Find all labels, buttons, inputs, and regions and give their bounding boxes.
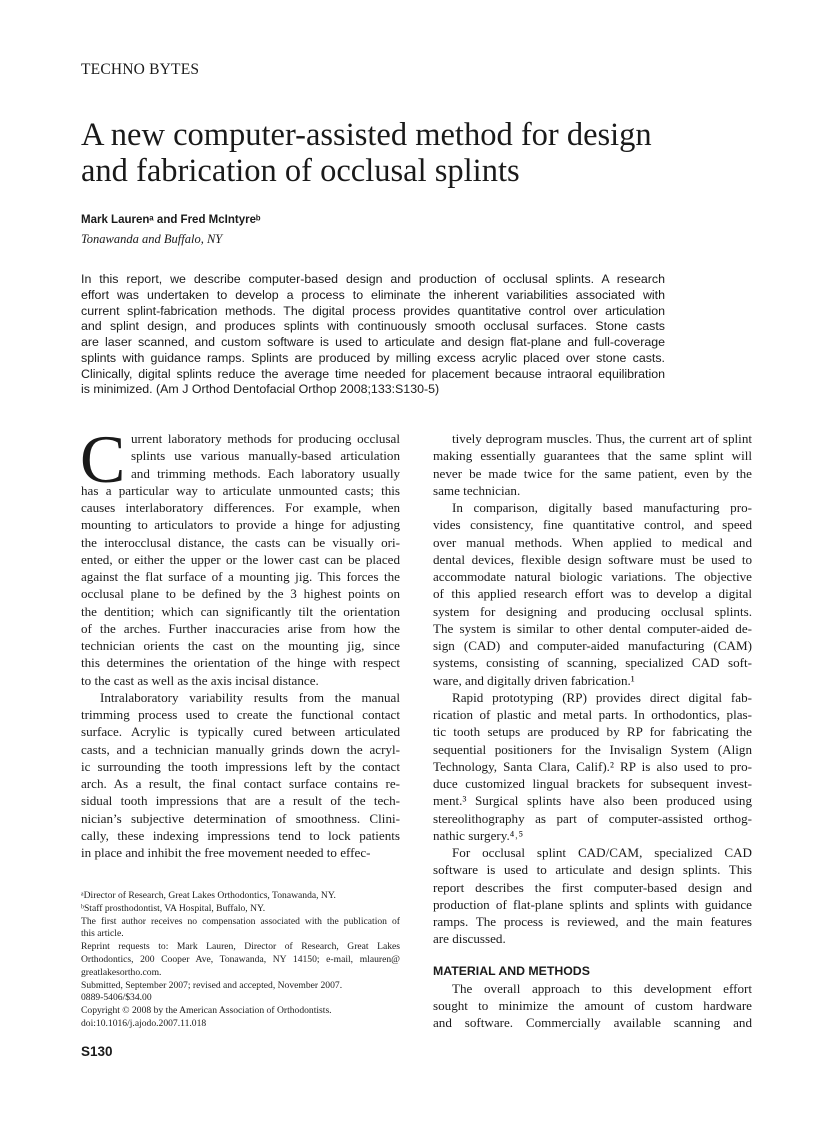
paragraph-line: and software. Commercially available scanning and [433, 1015, 752, 1031]
section-heading: MATERIAL AND METHODS [433, 963, 590, 978]
paragraph-line: The system is similar to other dental computer-aided de- [433, 620, 752, 636]
paragraph-line: report describes the first computer-based design and [433, 879, 752, 895]
right-column [433, 430, 752, 1032]
paragraph-line: sidual tooth impressions that are a result of the tech- [81, 793, 400, 809]
paragraph-line: this determines the orientation of the hinge with respect [81, 655, 400, 671]
footnotes [81, 890, 400, 1031]
paragraph-line: of the arches. Further inaccuracies arise from how the [81, 620, 400, 636]
paragraph-line: Technology, Santa Clara, Calif).² RP is also used to pro- [433, 758, 752, 774]
abstract-line: is minimized. (Am J Orthod Dentofacial Orthop 2008;133:S130-5) [81, 382, 440, 397]
paragraph-line: mounting to articulators to provide a hinge for adjusting [81, 517, 400, 533]
paragraph-line: trimming process used to create the functional contact [81, 707, 400, 722]
paragraph-line: rication of plastic and metal parts. In orthodontics, plas- [433, 707, 752, 722]
paragraph-line: tively deprogram muscles. Thus, the current art of splint [452, 431, 752, 446]
authors: Mark Laurenᵃ and Fred McIntyreᵇ [81, 214, 261, 226]
left-column [81, 430, 400, 861]
footnote-line: this article. [81, 928, 124, 940]
section-label: TECHNO BYTES [81, 61, 200, 78]
paragraph-line: stereolithography as part of computer-assisted orthog- [433, 810, 752, 826]
paragraph-line: technician orients the cast on the mounting jig, since [81, 638, 400, 653]
paragraph-line: dental devices, flexible design software must be used to [433, 551, 752, 567]
paragraph-line: vides consistency, fine quantitative control, and speed [433, 517, 752, 533]
title-line: A new computer-assisted method for design [81, 117, 652, 153]
paragraph-line: Rapid prototyping (RP) provides direct digital fab- [452, 689, 752, 705]
paragraph-line: nician’s subjective determination of smoothness. Clini- [81, 810, 400, 826]
paragraph-line: accommodate natural biologic variations. The objective [433, 569, 752, 584]
paragraph-line: urrent laboratory methods for producing occlusal [131, 431, 400, 446]
title-line: and fabrication of occlusal splints [81, 153, 520, 189]
abstract-line: Clinically, digital splints reduce the average time needed for placement because intraoral equilibration [81, 366, 665, 381]
paragraph-line: splints use various manually-based articulation [131, 448, 400, 464]
paragraph-line: casts, and a technician manually grinds down the acryl- [81, 741, 400, 757]
abstract-line: effort was undertaken to develop a process to eliminate the inherent variabilities associated with [81, 287, 665, 302]
paragraph-line: and trimming methods. Each laboratory usually [131, 465, 400, 481]
paragraph-line: occlusal plane to be defined by the 3 highest points on [81, 586, 400, 602]
paragraph-line: arch. As a result, the final contact surface contains re- [81, 776, 400, 791]
abstract-line: current splint-fabrication methods. The digital process provides quantitative control over articulation [81, 303, 665, 318]
paragraph-line: in place and inhibit the free movement needed to effec- [81, 845, 371, 860]
page-number: S130 [81, 1044, 113, 1059]
paragraph-line: ic surrounding the tooth impressions left by the contact [81, 758, 400, 774]
paragraph-line: over manual methods. When applied to medical and [433, 534, 752, 550]
footnote-line: greatlakesortho.com. [81, 966, 162, 978]
paragraph-line: tic tooth setups are produced by RP for fabricating the [433, 724, 752, 740]
footnote-line: The first author receives no compensation associated with the publication of [81, 915, 400, 927]
paragraph-line: the dentition; which can significantly tilt the orientation [81, 603, 400, 619]
paragraph-line: Intralaboratory variability results from the manual [100, 689, 400, 705]
footnote-line: Reprint requests to: Mark Lauren, Director of Research, Great Lakes [81, 941, 400, 953]
paragraph-line: sought to minimize the amount of custom hardware [433, 998, 752, 1013]
abstract-line: are laser scanned, and custom software is used to articulate and design flat-plane and full-coverage [81, 335, 665, 349]
paragraph-line: systems, consisting of scanning, specialized CAD soft- [433, 655, 752, 671]
paragraph-line: of this applied research effort was to develop a digital [433, 586, 752, 602]
paragraph-line: sign (CAD) and computer-aided manufacturing (CAM) [433, 638, 752, 653]
abstract-line: splints with guidance ramps. Splints are produced by milling excess acrylic placed over stone casts. [81, 350, 665, 365]
paragraph-line: For occlusal splint CAD/CAM, specialized CAD [452, 845, 752, 860]
footnote-line: doi:10.1016/j.ajodo.2007.11.018 [81, 1017, 207, 1029]
paragraph-line: In comparison, digitally based manufacturing pro- [452, 500, 752, 515]
paragraph-line: same technician. [433, 482, 521, 498]
paragraph-line: The overall approach to this development effort [452, 980, 752, 996]
paragraph-line: ware, and digitally driven fabrication.¹ [433, 672, 635, 688]
paragraph-line: system for designing and producing occlusal splints. [433, 603, 752, 619]
paragraph-line: making essentially guarantees that the same splint will [433, 448, 752, 464]
paragraph-line: surface. Acrylic is typically cured between articulated [81, 724, 400, 740]
footnote-line: Submitted, September 2007; revised and accepted, November 2007. [81, 979, 343, 991]
abstract-line: In this report, we describe computer-based design and production of occlusal splints. A research [81, 272, 665, 286]
footnote-line: 0889-5406/$34.00 [81, 992, 152, 1004]
footnote-line: Copyright © 2008 by the American Association of Orthodontists. [81, 1005, 332, 1017]
paragraph-line: never be made twice for the same patient, even by the [433, 465, 752, 481]
affiliation: Tonawanda and Buffalo, NY [81, 232, 223, 246]
paragraph-line: sequential positioners for the Invisalign System (Align [433, 741, 752, 757]
drop-cap: C [80, 421, 126, 497]
paragraph-line: to the cast as well as the axis incisal distance. [81, 672, 319, 688]
footnote-line: ᵃDirector of Research, Great Lakes Orthodontics, Tonawanda, NY. [81, 890, 336, 901]
paragraph-line: are discussed. [433, 931, 506, 947]
paragraph-line: production of flat-plane splints and splints with guidance [433, 896, 752, 912]
paragraph-line: against the flat surface of a mounting jig. This forces the [81, 569, 400, 584]
abstract [81, 272, 665, 398]
paragraph-line: causes interlaboratory differences. For example, when [81, 500, 400, 515]
footnote-line: Orthodontics, 200 Cooper Ave, Tonawanda, NY 14150; e-mail, mlauren@ [81, 953, 400, 965]
paragraph-line: has a particular way to articulate unmounted casts; this [81, 482, 400, 498]
abstract-line: and splint design, and produces splints with continuously smooth occlusal surfaces. Stone casts [81, 319, 665, 334]
paragraph-line: cally, these indexing impressions tend to lock patients [81, 827, 400, 843]
paragraph-line: nathic surgery.⁴˒⁵ [433, 827, 524, 843]
paragraph-line: software is used to articulate and design splints. This [433, 862, 752, 878]
paragraph-line: duce customized lingual brackets for subsequent invest- [433, 776, 752, 791]
paragraph-line: ment.³ Surgical splints have also been produced using [433, 793, 752, 809]
paragraph-line: ramps. The process is reviewed, and the main features [433, 914, 752, 929]
paragraph-line: the interocclusal distance, the casts can be visually ori- [81, 534, 400, 550]
footnote-line: ᵇStaff prosthodontist, VA Hospital, Buffalo, NY. [81, 902, 266, 914]
article-title [81, 117, 781, 189]
paragraph-line: ented, or either the upper or the lower cast can be placed [81, 551, 400, 567]
